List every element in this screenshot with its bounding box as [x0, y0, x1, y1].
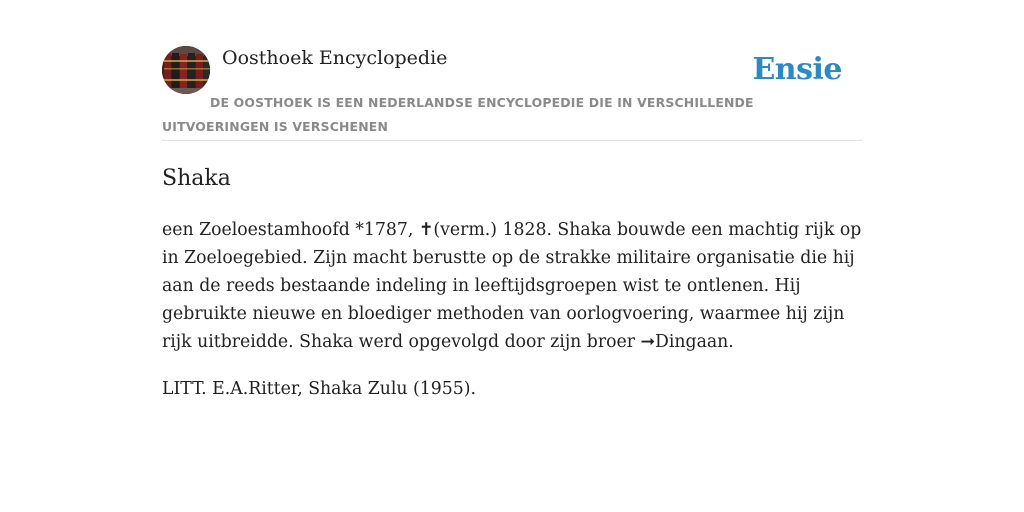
article-paragraph: een Zoeloestamhoofd *1787, ✝(verm.) 1828. Shaka bouwde een machtig rijk op in Zoeloegebied. Zijn macht berustte op de strakke militaire organisatie die hij aan de reeds bestaande indeling in leeftijdsgroepen wist te ontlenen. Hij gebruikte nieuwe en bloediger methoden van oorlogvoering, waarmee hij zijn rijk uitbreidde. Shaka werd opgevolgd door zijn broer ➞Dingaan.	[162, 220, 862, 352]
brand-logo[interactable]: Ensie	[752, 52, 842, 87]
encyclopedia-books-icon[interactable]	[162, 46, 210, 94]
header	[162, 46, 862, 141]
source-tagline: DE OOSTHOEK IS EEN NEDERLANDSE ENCYCLOPEDIE DIE IN VERSCHILLENDE UITVOERINGEN IS VERSCHENEN	[162, 95, 754, 134]
article-literature: LITT. E.A.Ritter, Shaka Zulu (1955).	[162, 379, 476, 399]
page-title: Shaka	[162, 166, 231, 191]
article-body	[162, 216, 862, 422]
source-name[interactable]: Oosthoek Encyclopedie	[222, 47, 448, 69]
